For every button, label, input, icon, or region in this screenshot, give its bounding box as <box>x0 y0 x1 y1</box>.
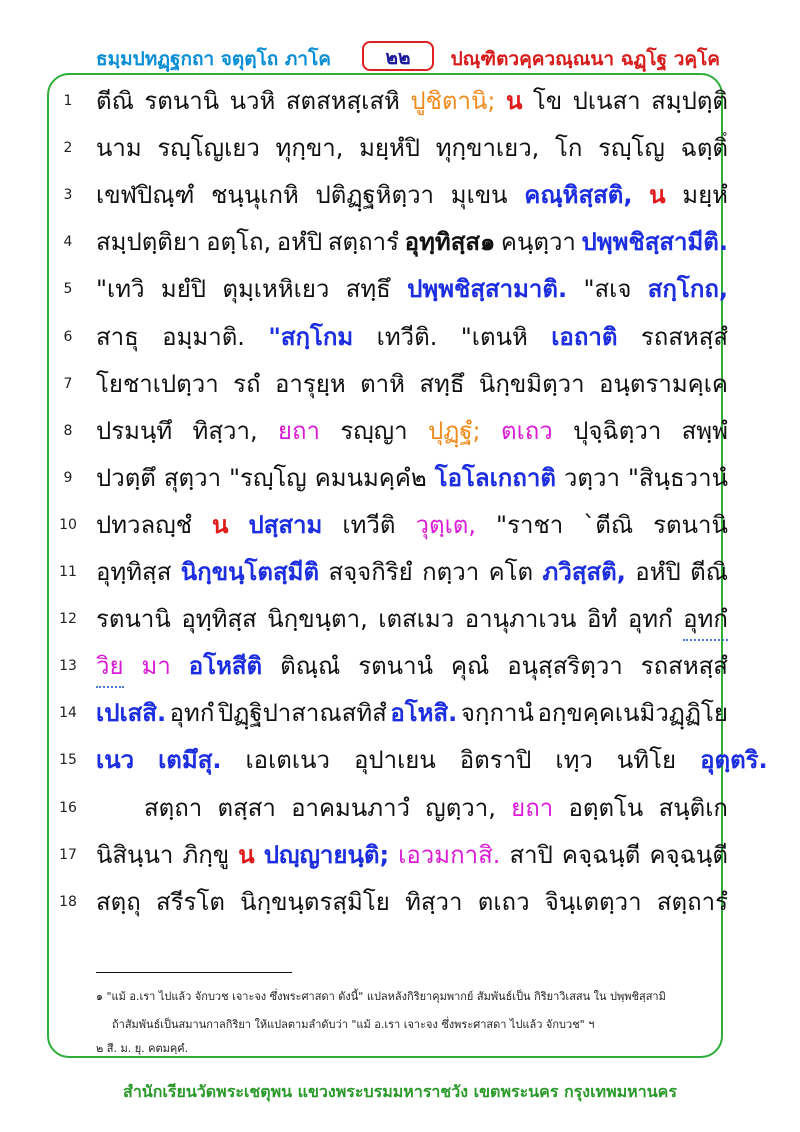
word: รตนานํ <box>358 652 433 681</box>
word: ปรมนฺทึ <box>96 416 173 445</box>
word: ปเนสา <box>572 87 641 115</box>
word: นิกฺขนฺโตสฺมีติ <box>180 558 320 586</box>
text-line <box>48 835 728 883</box>
text-line <box>48 222 728 270</box>
word: ปติฏฺฐหิตฺวา <box>315 181 435 210</box>
book-title: ธมฺมปทฏฺฐกถา จตุตฺโถ ภาโค <box>96 48 332 70</box>
word: สตฺถา <box>144 793 203 822</box>
word: อาคมนภาวํ <box>291 793 411 822</box>
word: ปญฺญายนฺติ; <box>263 840 390 869</box>
word: รถํ <box>233 369 261 398</box>
line-text <box>96 128 728 168</box>
word: ญตฺวา, <box>425 793 496 822</box>
word: มา <box>141 652 171 681</box>
word: โยชาเปตฺวา <box>96 369 219 398</box>
line-number: 18 <box>59 893 77 910</box>
line-number: 8 <box>63 422 73 439</box>
word: ปิฏฺฐิปาสาณสทิสํ <box>217 699 387 728</box>
word: ปสฺสาม <box>248 510 323 539</box>
word: คจฺฉนฺตี <box>649 840 728 869</box>
text-line <box>48 411 728 459</box>
line-number: 16 <box>59 799 77 816</box>
word: ปพฺพชิสฺสามีติ. <box>581 228 728 257</box>
word: น <box>649 181 666 210</box>
word: วตฺวา <box>563 463 620 492</box>
word: กตฺวา <box>422 558 480 586</box>
word: คณฺหิสฺสติ, <box>524 181 633 210</box>
text-line <box>48 882 728 930</box>
line-text <box>96 740 768 780</box>
text-line <box>48 175 728 223</box>
line-text <box>96 835 728 875</box>
word: โข <box>532 87 563 115</box>
word: อิตราปิ <box>459 746 532 775</box>
word: อุทกํ <box>169 699 215 728</box>
word: สตฺถารํ <box>327 228 400 257</box>
word: อมฺมาติ. <box>162 322 245 351</box>
line-text <box>96 222 728 262</box>
word: "เตนหิ <box>460 322 528 351</box>
word: สาปิ <box>509 840 553 869</box>
word: "ราชา <box>496 510 564 539</box>
word: น <box>238 840 255 869</box>
text-line <box>48 693 728 741</box>
word: อโหสีติ <box>188 652 263 681</box>
word: อุทกํ <box>683 599 728 641</box>
word: ปูชิตานิ; <box>410 87 496 115</box>
word: สกฺโกถ, <box>647 275 728 304</box>
text-line <box>48 552 728 600</box>
word: ภวิสฺสติ, <box>542 558 626 586</box>
word: ทุกฺขา, <box>275 134 344 163</box>
word: อุทฺทิสฺส๑ <box>404 228 496 257</box>
word: นิกฺขนฺตรสฺมิโย <box>240 887 390 916</box>
line-text <box>96 458 728 498</box>
word: ฉตฺติํ <box>680 134 728 163</box>
text-line <box>48 505 728 553</box>
line-number: 7 <box>63 375 73 392</box>
line-number: 17 <box>59 846 77 863</box>
word: นิกฺขนฺตา, <box>267 605 368 634</box>
line-number: 12 <box>59 611 77 628</box>
word: อนุสฺสริตฺวา <box>507 652 623 681</box>
line-number: 4 <box>63 234 73 251</box>
chapter-title: ปณฺฑิตวคฺควณฺณนา ฉฏฺโฐ วคฺโค <box>450 48 720 70</box>
word: อโหสิ. <box>390 699 458 728</box>
line-text <box>96 693 728 733</box>
word: ตีณิ <box>96 87 134 115</box>
word: ตาหิ <box>360 369 405 398</box>
word: นิสินฺนา <box>96 840 174 869</box>
word: นทิโย <box>616 746 677 775</box>
word: จินฺเตตฺวา <box>544 887 642 916</box>
line-text <box>96 175 728 215</box>
word: เตมึสุ. <box>158 746 222 775</box>
text-line <box>48 317 728 365</box>
word: ติณฺณํ <box>280 652 341 681</box>
line-text <box>144 788 728 828</box>
word: น <box>505 87 523 115</box>
word: นาม <box>96 134 142 163</box>
word: ตเถว <box>500 416 553 445</box>
word: มยฺหํปิ <box>359 134 420 163</box>
word: สมฺปตฺติยา <box>96 228 201 257</box>
word: อุทกํ <box>627 605 673 634</box>
word: ตีณิ <box>690 558 728 586</box>
text-line <box>48 740 768 788</box>
word: รถสหสฺสํ <box>640 652 728 681</box>
word: รญฺโญเยว <box>157 134 260 163</box>
line-number: 6 <box>63 328 73 345</box>
word: สตฺถุ <box>96 887 141 916</box>
line-text <box>96 81 728 121</box>
text-line <box>48 269 728 317</box>
word: เอถาติ <box>551 322 618 351</box>
word: อานุภาเวน <box>464 605 577 634</box>
line-number: 15 <box>59 752 77 769</box>
word: ยถา <box>277 416 320 445</box>
page-number: ๒๒ <box>362 41 434 71</box>
word: ยถา <box>511 793 554 822</box>
word: ทุกฺขาเยว, <box>435 134 540 163</box>
line-text <box>96 269 728 309</box>
word: ทิสฺวา, <box>192 416 258 445</box>
line-number: 5 <box>63 281 73 298</box>
word: "สินฺธวานํ <box>627 463 728 492</box>
word: เอเตเนว <box>245 746 330 775</box>
word: ตสฺสา <box>217 793 276 822</box>
word: `ตีณิ <box>583 510 634 539</box>
line-number: 3 <box>63 187 73 204</box>
line-number: 13 <box>59 658 77 675</box>
word: เทวีติ <box>342 510 396 539</box>
line-text <box>96 646 728 688</box>
word: "สกฺโกม <box>268 322 354 351</box>
word: รตนานิ <box>653 510 728 539</box>
footnote-1-cont: ถ้าสัมพันธ์เป็นสมานกาลกิริยา ให้แปลตามลำดับว่า "แม้ อ.เรา เจาะจง ซึ่งพระศาสดา ไปแล้ว จักบวช" ฯ <box>112 1018 595 1031</box>
footnote-1: ๑ "แม้ อ.เรา ไปแล้ว จักบวช เจาะจง ซึ่งพระศาสดา ดังนี้" แปลหลังกิริยาคุมพากย์ สัมพันธ์เป็น กิริยาวิเสสน ใน ปพฺพชิสฺสามิ <box>96 990 666 1003</box>
word: อุตฺตริ. <box>700 746 768 775</box>
text-line <box>48 646 728 694</box>
word: มุเขน <box>450 181 508 210</box>
word: อนฺตรามคฺเค <box>599 369 728 398</box>
word: ภิกฺขู <box>182 840 230 869</box>
line-number: 11 <box>59 564 77 580</box>
line-text <box>96 552 728 592</box>
footnote-rule <box>96 972 292 973</box>
word: คโต <box>488 558 534 586</box>
word: อหํปิ <box>276 228 323 257</box>
word: นิกฺขมิตฺวา <box>478 369 585 398</box>
line-number: 9 <box>63 469 73 486</box>
word: ปวตฺตึ <box>96 463 156 492</box>
line-number: 1 <box>63 93 73 109</box>
word: คจฺฉนฺตี <box>561 840 641 869</box>
word: อุทฺทิสฺส <box>181 605 257 634</box>
word: อตฺตโน <box>568 793 644 822</box>
word: "เทวิ <box>96 275 145 304</box>
line-text <box>96 364 728 404</box>
word: วุตฺเต, <box>415 510 476 539</box>
word: สทฺธึ <box>345 275 391 304</box>
word: รตนานิ <box>144 87 220 115</box>
word: เนว <box>96 746 135 775</box>
word: สนฺติเก <box>658 793 728 822</box>
text-line <box>48 128 728 176</box>
word: โอโลเกถาติ <box>434 463 556 492</box>
line-text <box>96 599 728 641</box>
word: สตสหสฺเสหิ <box>285 87 400 115</box>
word: ชนฺนุเกหิ <box>211 181 299 210</box>
word: สตฺถารํ <box>656 887 728 916</box>
word: "สเจ <box>583 275 632 304</box>
word: ทิสฺวา <box>405 887 463 916</box>
word: อุปาเยน <box>353 746 436 775</box>
text-line <box>48 364 728 412</box>
word: สาธุ <box>96 322 139 351</box>
line-text <box>96 882 728 922</box>
word: วิย <box>96 646 124 688</box>
line-number: 14 <box>59 705 77 722</box>
word: ปพฺพชิสฺสามาติ. <box>407 275 568 304</box>
word: คมนมคฺคํ๒ <box>314 463 427 492</box>
text-line <box>48 599 728 647</box>
word: เทวีติ. <box>376 322 438 351</box>
line-number: 10 <box>59 516 77 533</box>
line-text <box>96 505 728 545</box>
word: รถสหสฺสํ <box>640 322 728 351</box>
word: สพฺพํ <box>681 416 728 445</box>
word: เขฬปิณฺฑํ <box>96 181 195 210</box>
word: ปุฏฺฐํ; <box>427 416 481 445</box>
word: เปเสสิ. <box>96 699 167 728</box>
word: ปุจฺฉิตฺวา <box>573 416 662 445</box>
text-line <box>48 788 728 836</box>
word: ปทวลญฺชํ <box>96 510 192 539</box>
word: ตเถว <box>477 887 530 916</box>
word: นวหิ <box>229 87 276 115</box>
line-text <box>96 317 728 357</box>
word: มยฺหํ <box>682 181 728 210</box>
word: ตุมฺเหหิเยว <box>222 275 330 304</box>
word: โก <box>554 134 583 163</box>
word: สุตฺวา <box>163 463 222 492</box>
word: สจฺจกิริยํ <box>328 558 413 586</box>
word: น <box>212 510 229 539</box>
word: สรีรโต <box>156 887 225 916</box>
footnote-2: ๒ สี. ม. ยุ. คตมคฺคํ. <box>96 1042 189 1055</box>
word: อตฺโถ, <box>206 228 272 257</box>
word: สทฺธึ <box>419 369 465 398</box>
word: สมฺปตฺติ <box>651 87 728 115</box>
word: เอวมกาสิ. <box>398 840 501 869</box>
text-line <box>48 458 728 506</box>
word: มยํปิ <box>160 275 207 304</box>
word: รญฺโญ <box>598 134 665 163</box>
word: จกฺกานํ <box>460 699 534 728</box>
word: อหํปิ <box>635 558 681 586</box>
word: รญฺญา <box>340 416 408 445</box>
page-header <box>0 44 800 76</box>
word: อุทฺทิสฺส <box>96 558 172 586</box>
word: อารุยฺห <box>274 369 346 398</box>
word: เตสเมว <box>378 605 455 634</box>
word: คุณํ <box>450 652 490 681</box>
footer-institution: สำนักเรียนวัดพระเชตุพน แขวงพระบรมมหาราชวัง เขตพระนคร กรุงเทพมหานคร <box>123 1082 677 1101</box>
line-number: 2 <box>63 140 73 157</box>
word: เทฺว <box>555 746 593 775</box>
line-text <box>96 411 728 451</box>
word: อกฺขคฺคเนมิวฏฺฏิโย <box>537 699 728 728</box>
word: คนฺตฺวา <box>500 228 576 257</box>
word: รตนานิ <box>96 605 171 634</box>
word: "รญฺโญ <box>229 463 307 492</box>
word: อิทํ <box>587 605 618 634</box>
text-line <box>48 81 728 129</box>
